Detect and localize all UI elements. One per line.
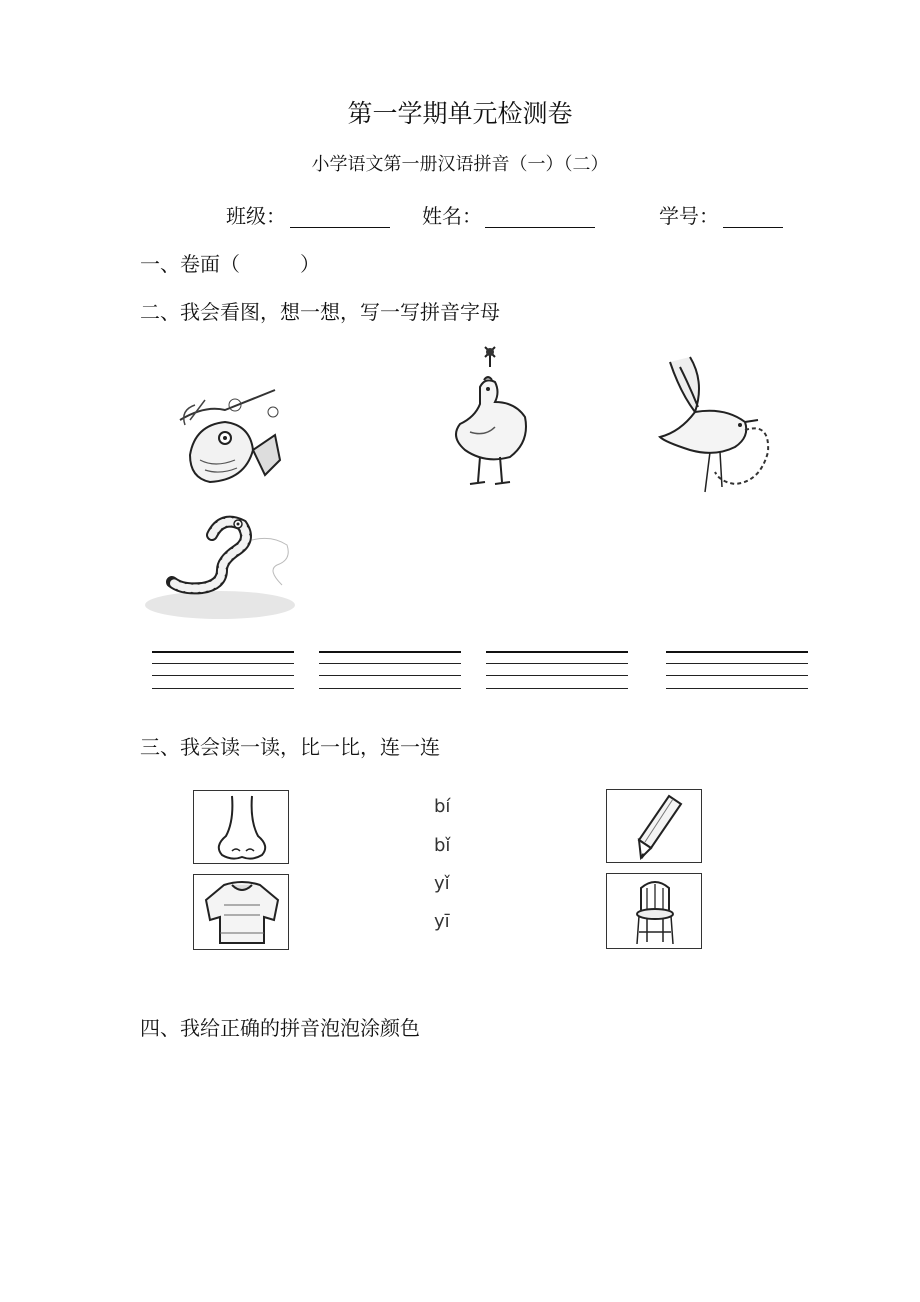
- sweater-picture-box[interactable]: [193, 874, 289, 950]
- section-2-heading: 二、我会看图，想一想，写一写拼音字母: [140, 300, 500, 324]
- caterpillar-icon: [142, 510, 302, 625]
- id-label: 学号：: [659, 204, 719, 228]
- chair-icon: [607, 874, 703, 950]
- pencil-icon: [607, 790, 703, 864]
- hen-icon: [440, 342, 540, 497]
- class-field[interactable]: [290, 226, 390, 228]
- id-field[interactable]: [723, 226, 783, 228]
- pencil-picture-box[interactable]: [606, 789, 702, 863]
- pinyin-yi3[interactable]: yǐ: [434, 873, 450, 894]
- pinyin-yi1[interactable]: yī: [434, 911, 450, 932]
- nose-icon: [194, 791, 290, 865]
- section-3-heading: 三、我会读一读，比一比，连一连: [140, 735, 440, 759]
- name-field[interactable]: [485, 226, 595, 228]
- pinyin-bi2[interactable]: bí: [434, 796, 451, 817]
- pinyin-bi3[interactable]: bǐ: [434, 835, 451, 856]
- fish-icon: [165, 380, 290, 498]
- page-subtitle: 小学语文第一册汉语拼音（一）（二）: [311, 154, 609, 175]
- page-title: 第一学期单元检测卷: [347, 99, 573, 128]
- section-1-heading: 一、卷面（ ）: [140, 252, 320, 276]
- nose-picture-box[interactable]: [193, 790, 289, 864]
- chair-picture-box[interactable]: [606, 873, 702, 949]
- name-label: 姓名：: [422, 204, 482, 228]
- sweater-icon: [194, 875, 290, 951]
- dove-icon: [650, 352, 780, 497]
- section-4-heading: 四、我给正确的拼音泡泡涂颜色: [140, 1016, 420, 1040]
- class-label: 班级：: [226, 204, 286, 228]
